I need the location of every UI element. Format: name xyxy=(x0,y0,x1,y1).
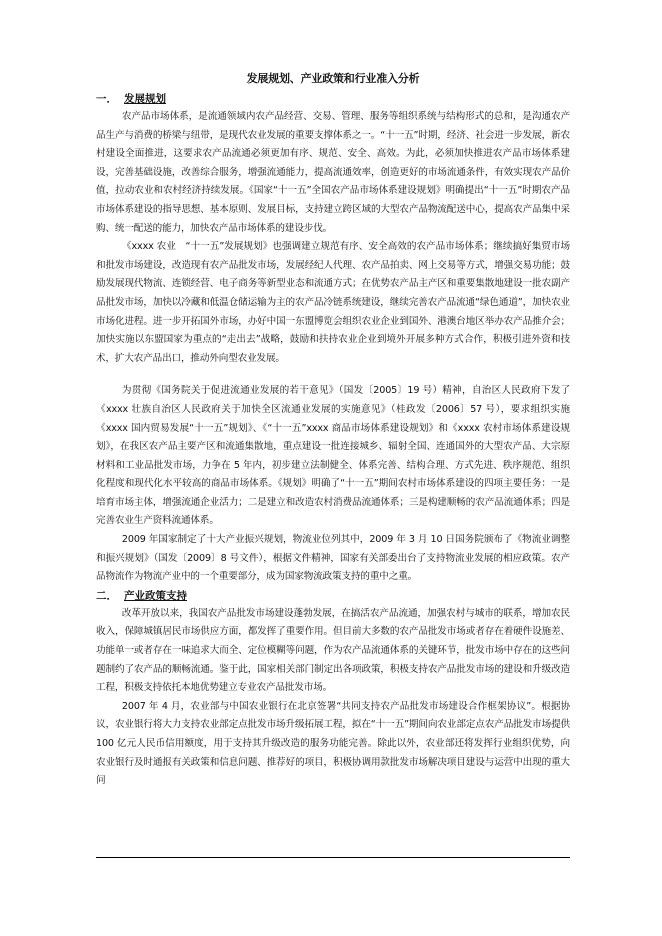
footer-rule xyxy=(96,857,570,858)
paragraph: 2009 年国家制定了十大产业振兴规划，物流业位列其中，2009 年 3 月 10 日国务院颁布了《物流业调整和振兴规划》（国发〔2009〕8 号文件），根据文件精神，国家有关部委出台了支持物流业发展的相应政策。农产品物流作为物流产业中的一个重要部分，成为国家物流政策支持的重中之重。 xyxy=(96,534,570,583)
section-title: 产业政策支持 xyxy=(124,589,187,602)
paragraph: 改革开放以来，我国农产品批发市场建设蓬勃发展，在搞活农产品流通，加强农村与城市的联系，增加农民收入，保障城镇居民市场供应方面，都发挥了重要作用。但目前大多数的农产品批发市场或者存在着硬件设施差、功能单一或者存在一味追求大而全、定位模糊等问题，作为农产品流通体系的关键环节，批发市场中存在的这些问题制约了农产品的顺畅流通。鉴于此，国家相关部门制定出各项政策，积极支持农产品批发市场的建设和升级改造工程，积极支持依托本地优势建立专业农产品批发市场。 xyxy=(96,607,570,694)
section-heading xyxy=(96,587,570,605)
section-development-plan xyxy=(96,90,570,587)
section-number: 二． xyxy=(96,589,117,602)
section-heading xyxy=(96,90,570,108)
paragraph: 2007 年 4 月，农业部与中国农业银行在北京签署“共同支持农产品批发市场建设合作框架协议”。根据协议，农业银行将大力支持农业部定点批发市场升级拓展工程，拟在“十一五”期间向农业部定点农产品批发市场提供 100 亿元人民币信用额度，用于支持其升级改造的服务功能完善。除此以外，农业部还将发挥行业组织优势，向农业银行及时通报有关政策和信息问题、推荐好的项目，积极协调用款批发市场解决项目建设与运营中出现的重大问 xyxy=(96,700,570,787)
section-number: 一． xyxy=(96,93,117,105)
paragraph: 农产品市场体系，是流通领域内农产品经营、交易、管理、服务等组织系统与结构形式的总和，是沟通农产品生产与消费的桥梁与纽带，是现代农业发展的重要支撑体系之一。“十一五”时期，经济、社会进一步发展，新农村建设全面推进，这要求农产品流通必须更加有序、规范、安全、高效。为此，必须加快推进农产品市场体系建设，完善基础设施，改善综合服务，增强流通能力，提高流通效率，创造更好的市场流通条件，有效实现农产品价值，拉动农业和农村经济持续发展。《国家“十一五”全国农产品市场体系建设规划》明确提出“十一五”时期农产品市场体系建设的指导思想、基本原则、发展目标，支持建立跨区域的大型农产品物流配送中心，提高农产品集中采购、统一配送的能力，加快农产品市场体系的建设步伐。 xyxy=(96,111,570,234)
paragraph: 《xxxx 农业 “十一五”发展规划》也强调建立规范有序、安全高效的农产品市场体系；继续搞好集贸市场和批发市场建设，改造现有农产品批发市场，发展经纪人代理、农产品拍卖、网上交易等方式，增强交易功能；鼓励发展现代物流、连锁经营、电子商务等新型业态和流通方式；在优势农产品主产区和重要集散地建设一批农副产品批发市场，加快以冷藏和低温仓储运输为主的农产品冷链系统建设，继续完善农产品流通“绿色通道”，加快农业市场化进程。进一步开拓国外市场，办好中国一东盟博览会组织农业企业到国外、港澳台地区举办农产品推介会；加快实施以东盟国家为重点的“走出去”战略，鼓励和扶持农业企业到境外开展多种方式合作，积极引进外资和技术，扩大农产品出口，推动外向型农业发展。 xyxy=(96,241,570,364)
paragraph-gap xyxy=(96,368,570,382)
section-title: 发展规划 xyxy=(124,93,166,105)
document-body xyxy=(96,70,570,791)
paragraph: 为贯彻《国务院关于促进流通业发展的若干意见》（国发〔2005〕19 号）精神，自治区人民政府下发了《xxxx 壮族自治区人民政府关于加快全区流通业发展的实施意见》（桂政发〔2006〕57 号），要求组织实施《xxxx 国内贸易发展“十一五”规划》、《“十一五”xxxx 商品市场体系建设规划》和《xxxx 农村市场体系建设规划》，在我区农产品主要产区和流通集散地，重点建设一批连接城乡、辐射全国、连通国外的大型农产品、大宗原材料和工业品批发市场，力争在 5 年内，初步建立法制健全、体系完善、结构合理、方式先进、秩序规范、组织化程度和现代化水平较高的商品市场体系。《规划》明确了“十一五”期间农村市场体系建设的四项主要任务：一是培育市场主体，增强流通企业活力；二是建立和改造农村消费品流通体系；三是构建顺畅的农产品流通体系；四是完善农业生产资料流通体系。 xyxy=(96,385,570,527)
document-title: 发展规划、产业政策和行业准入分析 xyxy=(246,72,420,85)
section-industry-policy xyxy=(96,587,570,791)
